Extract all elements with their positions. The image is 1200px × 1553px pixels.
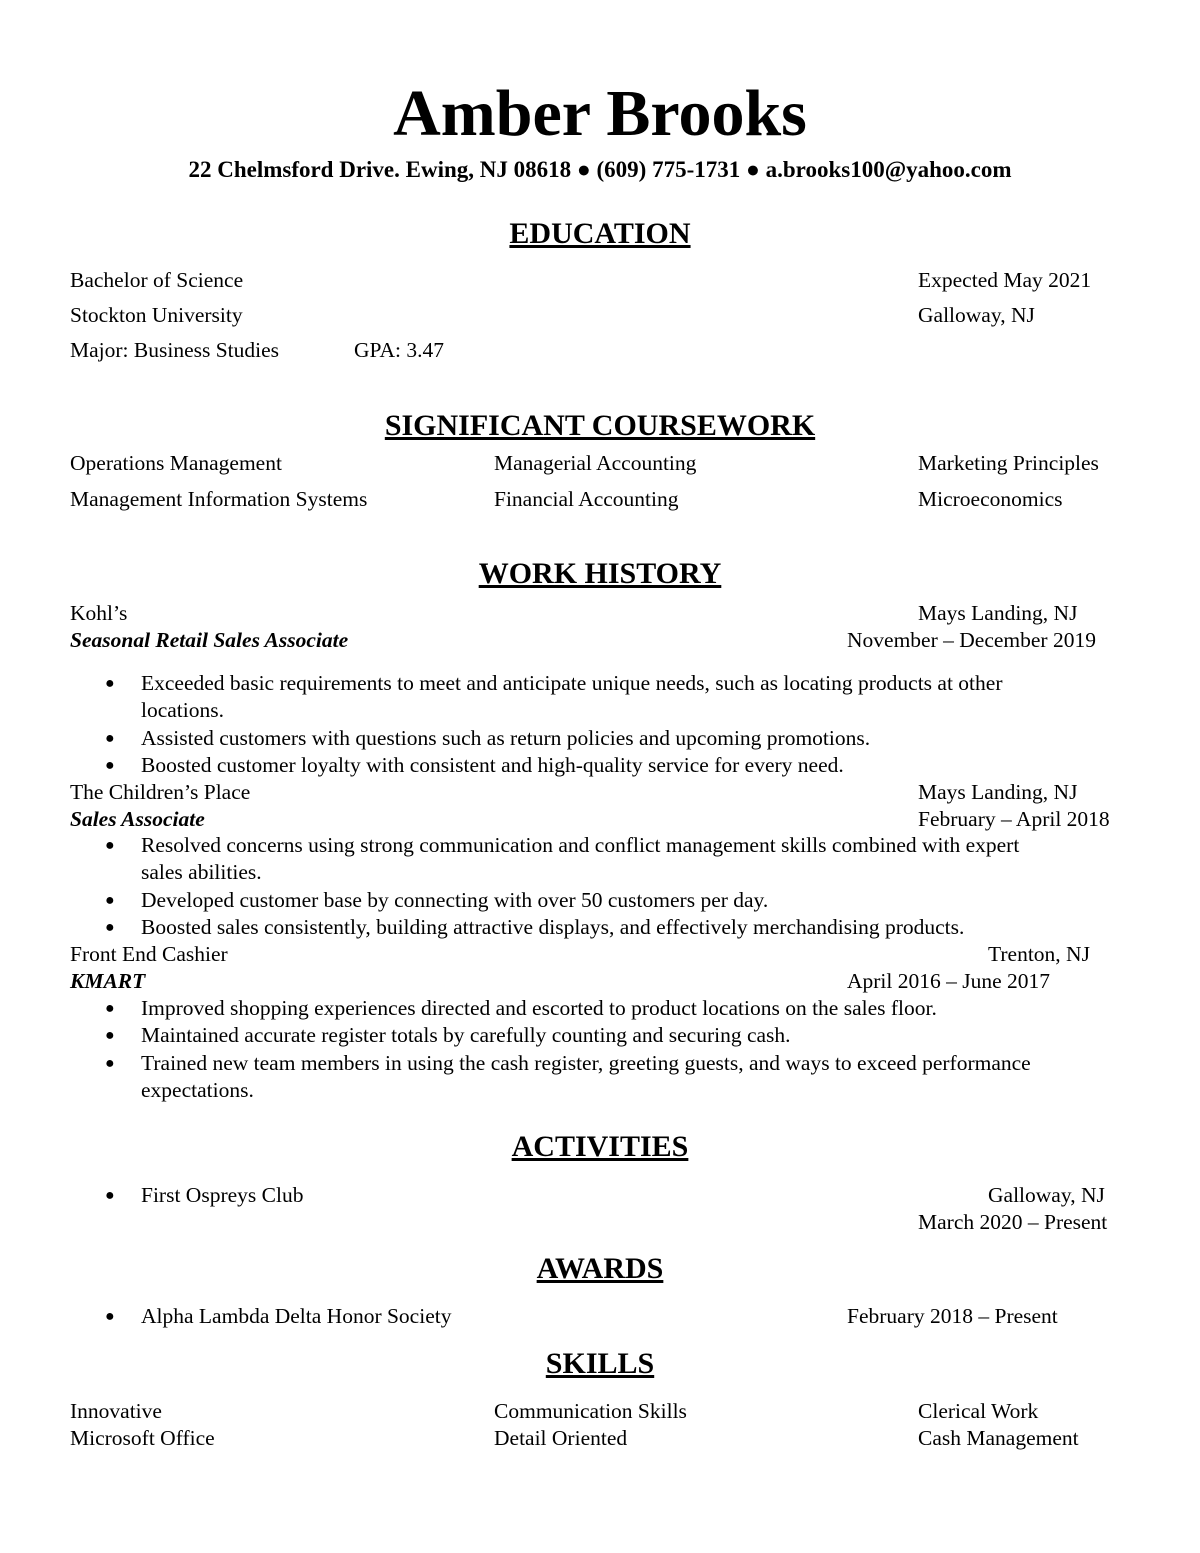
job-title: KMART (70, 969, 146, 993)
bullet-icon: ● (105, 675, 115, 692)
skill-item: Detail Oriented (494, 1426, 628, 1450)
bullet-icon: ● (105, 1187, 115, 1204)
course-item: Microeconomics (918, 487, 1063, 511)
graduation-date: Expected May 2021 (918, 268, 1092, 292)
job-bullet: locations. (141, 698, 224, 722)
job-bullet: expectations. (141, 1078, 254, 1102)
skill-item: Clerical Work (918, 1399, 1039, 1423)
job-dates: April 2016 – June 2017 (847, 969, 1051, 993)
bullet-icon: ● (105, 919, 115, 936)
activities-heading: ACTIVITIES (511, 1130, 689, 1163)
degree: Bachelor of Science (70, 268, 244, 292)
school-location: Galloway, NJ (918, 303, 1035, 327)
job-employer: The Children’s Place (70, 780, 251, 804)
activity-dates: March 2020 – Present (918, 1210, 1108, 1234)
job-bullet: Improved shopping experiences directed and escorted to product locations on the sales floor. (141, 996, 937, 1020)
job-employer: Kohl’s (70, 601, 128, 625)
gpa: GPA: 3.47 (354, 338, 445, 362)
job-bullet: Maintained accurate register totals by carefully counting and securing cash. (141, 1023, 791, 1047)
course-item: Financial Accounting (494, 487, 679, 511)
job-dates: November – December 2019 (847, 628, 1096, 652)
course-item: Management Information Systems (70, 487, 368, 511)
job-bullet: Boosted sales consistently, building attractive displays, and effectively merchandising products. (141, 915, 965, 939)
job-bullet: Trained new team members in using the cash register, greeting guests, and ways to exceed performance (141, 1051, 1031, 1075)
job-title: Sales Associate (70, 807, 205, 831)
job-bullet: Boosted customer loyalty with consistent and high-quality service for every need. (141, 753, 844, 777)
skills-heading: SKILLS (545, 1347, 655, 1380)
job-bullet: Exceeded basic requirements to meet and anticipate unique needs, such as locating products at other (141, 671, 1003, 695)
course-item: Operations Management (70, 451, 282, 475)
work-history-heading: WORK HISTORY (478, 557, 722, 590)
bullet-icon: ● (105, 837, 115, 854)
activity-item: First Ospreys Club (141, 1183, 304, 1207)
bullet-icon: ● (105, 892, 115, 909)
skill-item: Communication Skills (494, 1399, 687, 1423)
bullet-icon: ● (105, 1000, 115, 1017)
contact-line: 22 Chelmsford Drive. Ewing, NJ 08618 ● (609) 775-1731 ● a.brooks100@yahoo.com (188, 157, 1012, 182)
award-dates: February 2018 – Present (847, 1304, 1058, 1328)
bullet-icon: ● (105, 1308, 115, 1325)
job-location: Trenton, NJ (988, 942, 1090, 966)
bullet-icon: ● (105, 757, 115, 774)
bullet-icon: ● (105, 1027, 115, 1044)
major: Major: Business Studies (70, 338, 280, 362)
job-location: Mays Landing, NJ (918, 780, 1078, 804)
job-location: Mays Landing, NJ (918, 601, 1078, 625)
coursework-heading: SIGNIFICANT COURSEWORK (384, 409, 816, 442)
job-bullet: Resolved concerns using strong communication and conflict management skills combined with expert (141, 833, 1020, 857)
course-item: Marketing Principles (918, 451, 1099, 475)
job-bullet: Assisted customers with questions such as return policies and upcoming promotions. (141, 726, 871, 750)
job-title: Seasonal Retail Sales Associate (70, 628, 349, 652)
education-heading: EDUCATION (509, 217, 691, 250)
bullet-icon: ● (105, 1055, 115, 1072)
job-bullet: Developed customer base by connecting with over 50 customers per day. (141, 888, 769, 912)
school-name: Stockton University (70, 303, 243, 327)
job-employer: Front End Cashier (70, 942, 228, 966)
awards-heading: AWARDS (536, 1252, 664, 1285)
job-dates: February – April 2018 (918, 807, 1110, 831)
skill-item: Microsoft Office (70, 1426, 215, 1450)
skill-item: Innovative (70, 1399, 162, 1423)
award-item: Alpha Lambda Delta Honor Society (141, 1304, 452, 1328)
bullet-icon: ● (105, 730, 115, 747)
activity-location: Galloway, NJ (988, 1183, 1105, 1207)
job-bullet: sales abilities. (141, 860, 262, 884)
applicant-name: Amber Brooks (393, 77, 807, 150)
skill-item: Cash Management (918, 1426, 1079, 1450)
course-item: Managerial Accounting (494, 451, 697, 475)
